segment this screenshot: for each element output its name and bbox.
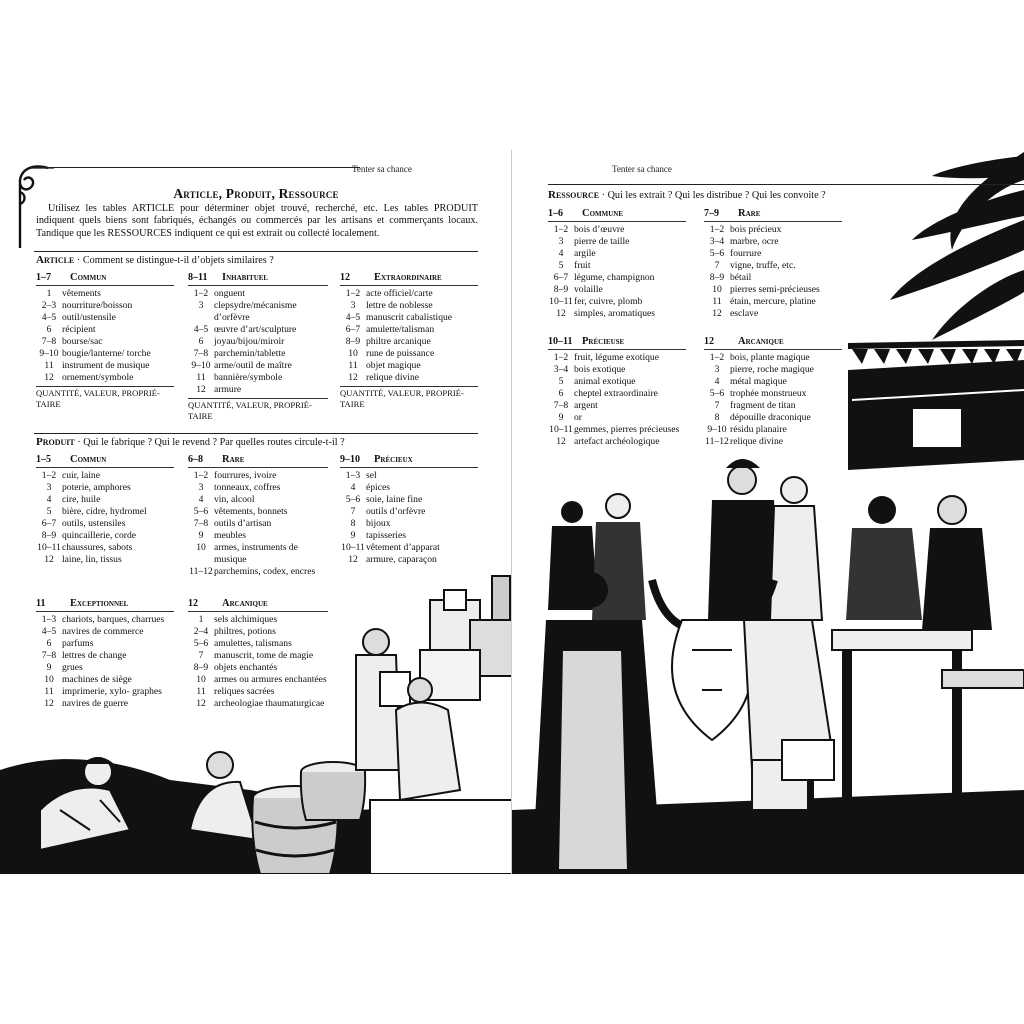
table-row: 5–6 amulettes, talismans <box>193 638 292 649</box>
intro-paragraph: Utilisez les tables ARTICLE pour déterminer objet trouvé, recherché, etc. Les tables PRODUIT indiquent quels biens sont fabriqués, échangés ou commercés par les artisans et commerçants locaux. Tandique que les RESSOURCES indiquent ce qui est extrait ou collecté localement. <box>36 203 478 239</box>
table-row: 12 ornement/symbole <box>44 372 134 383</box>
table-header: 8–11 Inhabituel <box>188 272 328 286</box>
table-row: 12 navires de guerre <box>44 698 129 709</box>
article-question: Comment se distingue-t-il d’objets similaires ? <box>82 255 274 266</box>
header-rule <box>548 184 1024 185</box>
table-row: 10 rune de puissance <box>348 348 435 359</box>
table-footnote: QUANTITÉ, VALEUR, PROPRIÉ- TAIRE <box>188 398 328 422</box>
table-header: 1–6 Commune <box>548 208 686 222</box>
table-row: 7–8 argent <box>553 400 598 411</box>
table-row: 9 tapisseries <box>350 530 406 541</box>
table-row: 7 fragment de titan <box>714 400 796 411</box>
table-row: 6–7 amulette/talisman <box>345 324 435 335</box>
table-row: 3 lettre de noblesse <box>350 300 433 311</box>
produit-heading: Produit · Qui le fabrique ? Qui le revend ? Par quelles routes circule-t-il ? <box>36 436 345 448</box>
stall-awning-icon <box>848 360 1024 470</box>
table-row: 11 reliques sacrées <box>196 686 275 697</box>
table-row: 11 objet magique <box>348 360 421 371</box>
table-row: 10–11 gemmes, pierres précieuses <box>549 424 680 435</box>
table-footnote: QUANTITÉ, VALEUR, PROPRIÉ- TAIRE <box>340 386 478 410</box>
right-page <box>512 150 1024 874</box>
ressource-col-common <box>548 208 686 320</box>
table-row: 12 esclave <box>712 308 759 319</box>
table-row: 9–10 résidu planaire <box>707 424 787 435</box>
table-header: 12 Arcanique <box>188 598 328 612</box>
table-row: 12 artefact archéologique <box>556 436 660 447</box>
table-row: 7 outils d’orfèvre <box>350 506 426 517</box>
table-row: 9–10 arme/outil de maître <box>191 360 292 371</box>
table-row: 4 épices <box>350 482 390 493</box>
table-row: 8–9 quincaillerie, corde <box>41 530 137 541</box>
page-title: Article, Produit, Ressource <box>173 186 339 201</box>
table-row: 1–2 bois, plante magique <box>709 352 810 363</box>
table-row: 12 relique divine <box>348 372 420 383</box>
table-row: 5–6 vêtements, bonnets <box>193 506 288 517</box>
table-row: 3 poterie, amphores <box>46 482 131 493</box>
table-row: 7–8 lettres de change <box>41 650 127 661</box>
table-row: 2–3 nourriture/boisson <box>41 300 133 311</box>
table-header: 7–9 Rare <box>704 208 842 222</box>
table-row: 12 armure, caparaçon <box>348 554 437 565</box>
table-row: 1–2 fruit, légume exotique <box>553 352 659 363</box>
table-row: 3 pierre de taille <box>558 236 630 247</box>
table-row: 4–5 manuscrit cabalistique <box>345 312 453 323</box>
table-row: 5 animal exotique <box>558 376 636 387</box>
table-row: 6 parfums <box>46 638 94 649</box>
table-row: 10–11 vêtement d’apparat <box>341 542 440 553</box>
ressource-question: Qui les extrait ? Qui les distribue ? Qui les convoite ? <box>607 190 826 201</box>
ressource-title: Ressource <box>548 189 600 201</box>
table-row: 6–7 outils, ustensiles <box>41 518 126 529</box>
table-row: 6 récipient <box>46 324 96 335</box>
table-row: 7–8 bourse/sac <box>41 336 103 347</box>
table-row: 5 fruit <box>558 260 591 271</box>
table-header: 12 Extraordinaire <box>340 272 478 286</box>
produit-question: Qui le fabrique ? Qui le revend ? Par quelles routes circule-t-il ? <box>83 437 345 448</box>
bunting-flags-icon <box>848 340 1024 364</box>
table-row: 8–9 bétail <box>709 272 752 283</box>
table-row: 4 argile <box>558 248 596 259</box>
ressource-heading: Ressource · Qui les extrait ? Qui les distribue ? Qui les convoite ? <box>548 189 826 201</box>
table-row: 2–4 philtres, potions <box>193 626 276 637</box>
table-row: 5–6 fourrure <box>709 248 762 259</box>
table-row: 4–5 outil/ustensile <box>41 312 116 323</box>
table-row: 12 simples, aromatiques <box>556 308 655 319</box>
table-row: 6 cheptel extraordinaire <box>558 388 658 399</box>
table-row: 7–8 parchemin/tablette <box>193 348 286 359</box>
table-row: 6 joyau/bijou/miroir <box>198 336 285 347</box>
table-row: 12 armure <box>196 384 242 395</box>
table-row: 7–8 outils d’artisan <box>193 518 272 529</box>
table-row: 3–4 bois exotique <box>553 364 626 375</box>
table-row: 4 métal magique <box>714 376 787 387</box>
table-row: 1–2 cuir, laine <box>41 470 100 481</box>
table-row: 3–4 marbre, ocre <box>709 236 779 247</box>
table-row: 8–9 philtre arcanique <box>345 336 431 347</box>
table-row: 1–2 fourrures, ivoire <box>193 470 277 481</box>
illustration-workers-icon <box>0 150 512 874</box>
table-header: 11 Exceptionnel <box>36 598 174 612</box>
table-row: 1–3 sel <box>345 470 377 481</box>
table-row: 12 archeologiae thaumaturgicae <box>196 698 325 709</box>
table-row: 10–11 chaussures, sabots <box>37 542 133 553</box>
produit-title: Produit <box>36 436 75 448</box>
table-row: 12 laine, lin, tissus <box>44 554 122 565</box>
table-row: 7 manuscrit, tome de magie <box>198 650 314 661</box>
table-row: 11 instrument de musique <box>44 360 150 371</box>
table-row: 8–9 volaille <box>553 284 603 295</box>
table-row: 3 pierre, roche magique <box>714 364 814 375</box>
table-row: 11 bannière/symbole <box>196 372 283 383</box>
table-row: 10 armes ou armures enchantées <box>196 674 327 685</box>
running-head-left: Tenter sa chance <box>352 164 412 174</box>
crate-stack-icon <box>420 576 512 700</box>
left-page <box>0 150 512 874</box>
ressource-col-precious <box>548 336 686 448</box>
palm-tree-icon <box>890 152 1024 340</box>
table-row: 8 dépouille draconique <box>714 412 811 423</box>
table-row: 5 bière, cidre, hydromel <box>46 506 147 517</box>
table-header: 1–7 Commun <box>36 272 174 286</box>
table-row: 4 cire, huile <box>46 494 101 505</box>
table-row: 10 armes, instruments de musique <box>196 542 298 565</box>
table-row: 10–11 fer, cuivre, plomb <box>549 296 643 307</box>
table-row: 10 machines de siège <box>44 674 132 685</box>
table-row: 1–2 bois précieux <box>709 224 782 235</box>
table-row: 9 or <box>558 412 582 423</box>
table-footnote: QUANTITÉ, VALEUR, PROPRIÉ- TAIRE <box>36 386 174 410</box>
table-row: 8–9 objets enchantés <box>193 662 278 673</box>
table-header: 12 Arcanique <box>704 336 842 350</box>
table-row: 6–7 légume, champignon <box>553 272 655 283</box>
table-row: 9 grues <box>46 662 83 673</box>
table-row: 1 vêtements <box>46 288 101 299</box>
table-row: 5–6 soie, laine fine <box>345 494 423 505</box>
table-row: 11 étain, mercure, platine <box>712 296 816 307</box>
table-row: 4–5 navires de commerce <box>41 626 144 637</box>
table-row: 11 imprimerie, xylo- graphes <box>44 686 162 697</box>
ressource-col-rare <box>704 208 842 320</box>
article-heading: Article · Comment se distingue-t-il d’objets similaires ? <box>36 254 274 266</box>
ressource-col-arcane <box>704 336 842 448</box>
table-row: 11–12 parchemins, codex, encres <box>189 566 316 577</box>
table-row: 5–6 trophée monstrueux <box>709 388 807 399</box>
table-row: 11–12 relique divine <box>705 436 784 447</box>
table-row: 1–2 bois d’œuvre <box>553 224 625 235</box>
table-row: 3 tonneaux, coffres <box>198 482 281 493</box>
table-row: 1–2 acte officiel/carte <box>345 288 433 299</box>
table-header: 9–10 Précieux <box>340 454 478 468</box>
table-row: 1–2 onguent <box>193 288 245 299</box>
article-title: Article <box>36 254 75 266</box>
table-row: 1 sels alchimiques <box>198 614 278 625</box>
table-row: 8 bijoux <box>350 518 391 529</box>
table-row: 3 clepsydre/mécanisme d’orfèvre <box>198 300 297 323</box>
table-row: 9 meubles <box>198 530 246 541</box>
running-head-right: Tenter sa chance <box>612 164 672 174</box>
table-row: 4 vin, alcool <box>198 494 255 505</box>
table-row: 7 vigne, truffe, etc. <box>714 260 796 271</box>
table-row: 10 pierres semi-précieuses <box>712 284 820 295</box>
table-header: 1–5 Commun <box>36 454 174 468</box>
table-row: 9–10 bougie/lanterne/ torche <box>39 348 151 359</box>
book-spread <box>0 150 1024 874</box>
table-row: 1–3 chariots, barques, charrues <box>41 614 165 625</box>
table-row: 4–5 œuvre d’art/sculpture <box>193 324 297 335</box>
table-header: 10–11 Précieuse <box>548 336 686 350</box>
table-header: 6–8 Rare <box>188 454 328 468</box>
